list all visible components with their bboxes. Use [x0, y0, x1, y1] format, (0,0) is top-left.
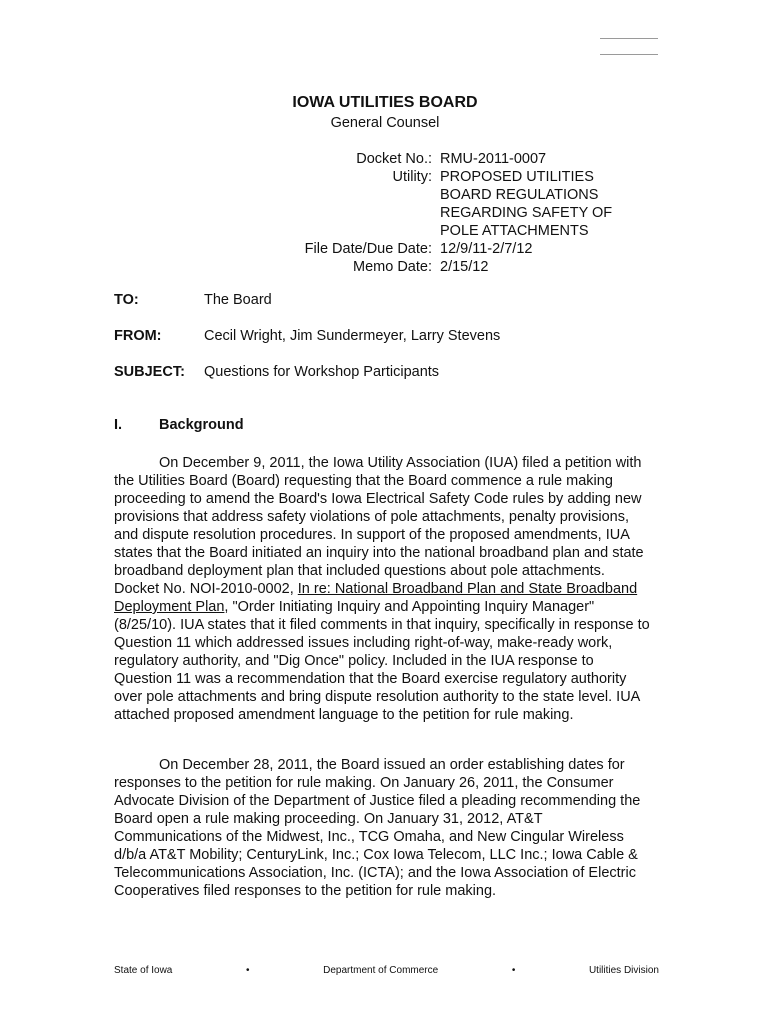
corner-marks — [600, 38, 658, 70]
utility-line: REGARDING SAFETY OF — [440, 205, 613, 221]
paragraph-2-text: On December 28, 2011, the Board issued an order establishing dates for responses to the petition for rule making. On January 26, 2011, the Consumer Advocate Division of the Department of Justice filed a pleading recommending the Board open a rule making proceeding. On January 31, 2012, AT&T Communications of the Midwest, Inc., TCG Omaha, and New Cingular Wireless d/b/a AT&T Mobility; CenturyLink, Inc.; Cox Iowa Telecom, LLC Inc.; Iowa Cable & Telecommunications Association, Inc. (ICTA); and the Iowa Association of Electric Cooperatives filed responses to the petition for rule making. — [114, 757, 641, 899]
section-title: Background — [159, 417, 244, 433]
paragraph-1-text: On December 9, 2011, the Iowa Utility Association (IUA) filed a petition with the Utilities Board (Board) requesting that the Board commence a rule making proceeding to amend the Board's Iowa Electrical Safety Code rules by adding new provisions that address safety violations of pole attachments, penalty provisions, and dispute resolution procedures. In support of the proposed amendments, IUA states that the Board initiated an inquiry into the national broadband plan and state broadband deployment plan that included questions about pole attachments. Docket No. NOI-2010-0002, — [114, 455, 644, 597]
footer-division: Utilities Division — [588, 965, 659, 976]
subject-label: SUBJECT: — [114, 364, 185, 380]
corner-line — [600, 54, 658, 55]
paragraph-1-continued: , "Order Initiating Inquiry and Appointing Inquiry Manager" (8/25/10). IUA states that it filed comments in that inquiry, specifically in response to Question 11 which addressed issues including right-of-way, make-ready work, regulatory authority, and "Dig Once" policy. Included in the IUA response to Question 11 was a recommendation that the Board exercise regulatory authority over pole attachments and bring dispute resolution authority to the state level. IUA attached proposed amendment language to the petition for rule making. — [114, 599, 650, 723]
to-label: TO: — [114, 292, 139, 308]
memo-subject — [114, 364, 674, 380]
footer-bullet: • — [246, 965, 250, 976]
memo-to — [114, 292, 674, 308]
corner-line — [600, 38, 658, 39]
footer-state: State of Iowa — [114, 965, 173, 976]
section-number: I. — [114, 417, 123, 433]
docket-no-label: Docket No.: — [356, 151, 432, 167]
footer-bullet: • — [511, 965, 516, 976]
page-subtitle: General Counsel — [330, 115, 440, 131]
subject-value: Questions for Workshop Participants — [204, 364, 440, 380]
file-date-label: File Date/Due Date: — [304, 241, 432, 257]
docket-info — [0, 150, 770, 276]
utility-line: POLE ATTACHMENTS — [440, 223, 589, 239]
from-value: Cecil Wright, Jim Sundermeyer, Larry Stevens — [204, 328, 501, 344]
memo-date-label: Memo Date: — [353, 259, 432, 275]
from-label: FROM: — [114, 328, 162, 344]
paragraph-1 — [114, 454, 654, 724]
paragraph-2 — [114, 756, 654, 900]
to-value: The Board — [204, 292, 272, 308]
footer-department: Department of Commerce — [323, 965, 439, 976]
memo-from — [114, 328, 674, 344]
page-footer — [114, 965, 659, 976]
file-date-value: 12/9/11-2/7/12 — [440, 241, 533, 257]
utility-label: Utility: — [392, 169, 432, 185]
section-heading — [114, 417, 244, 433]
page-title: IOWA UTILITIES BOARD — [292, 94, 478, 111]
utility-line: PROPOSED UTILITIES — [440, 169, 594, 185]
case-name: In re: National Broadband Plan and State Broadband Deployment Plan — [114, 581, 638, 615]
docket-no-value: RMU-2011-0007 — [440, 151, 547, 167]
memo-date-value: 2/15/12 — [440, 259, 489, 275]
utility-line: BOARD REGULATIONS — [440, 187, 599, 203]
